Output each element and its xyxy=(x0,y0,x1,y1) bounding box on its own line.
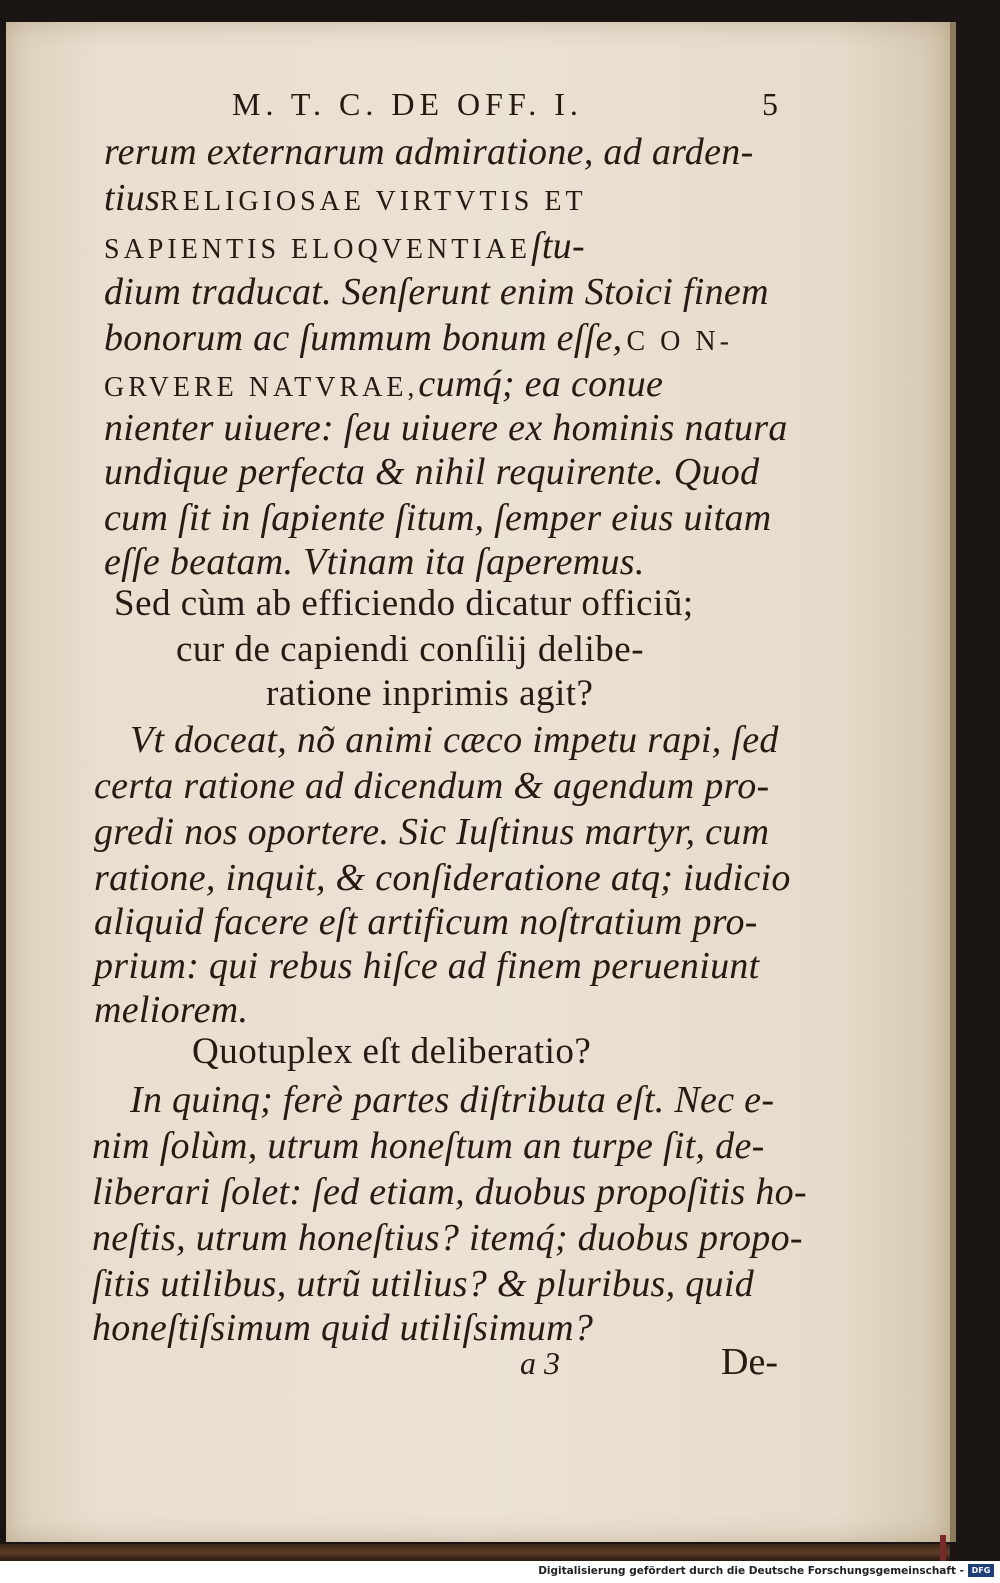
text-segment: cumq́; ea conue xyxy=(418,363,664,405)
question-line: Quotuplex eſt deliberatio? xyxy=(192,1031,592,1072)
text-line: honeſtiſsimum quid utiliſsimum? xyxy=(92,1307,594,1349)
text-segment: RELIGIOSAE VIRTVTIS ET xyxy=(160,186,587,217)
text-line: meliorem. xyxy=(94,989,249,1031)
text-line: ſitis utilibus, utrũ utilius? & pluribus, quid xyxy=(92,1263,755,1305)
text-segment: GRVERE NATVRAE, xyxy=(104,372,419,403)
text-line: prium: qui rebus hiſce ad finem perueniunt xyxy=(94,945,760,987)
question-line: cur de capiendi conſilij delibe- xyxy=(176,629,645,670)
text-line: liberari ſolet: ſed etiam, duobus propoſitis ho- xyxy=(92,1171,807,1213)
text-line: neſtis, utrum honeſtius? itemq́; duobus propo- xyxy=(92,1217,803,1259)
signature-mark: a 3 xyxy=(520,1345,560,1381)
text-line: cum ſit in ſapiente ſitum, ſemper eius uitam xyxy=(104,497,772,539)
text-segment: bonorum ac ſummum bonum eſſe, xyxy=(104,317,623,359)
text-line: eſſe beatam. Vtinam ita ſaperemus. xyxy=(104,541,645,583)
page-bottom-edge xyxy=(0,1544,950,1561)
text-line xyxy=(104,362,663,406)
text-line: Vt doceat, nõ animi cæco impetu rapi, ſed xyxy=(130,719,779,761)
text-line: gredi nos oportere. Sic Iuſtinus martyr, cum xyxy=(94,811,770,853)
page-number: 5 xyxy=(762,86,778,122)
text-segment: SAPIENTIS ELOQVENTIAE xyxy=(104,234,531,265)
text-line: ratione, inquit, & conſideratione atq; iudicio xyxy=(94,857,791,899)
text-line: In quinq; ferè partes diſtributa eſt. Nec e- xyxy=(130,1079,775,1121)
text-line: certa ratione ad dicendum & agendum pro- xyxy=(94,765,770,807)
running-title: M. T. C. DE OFF. I. xyxy=(232,86,583,122)
text-line: nienter uiuere: ſeu uiuere ex hominis natura xyxy=(104,407,788,449)
question-line: ratione inprimis agit? xyxy=(266,673,594,714)
text-line xyxy=(104,316,733,360)
catchword: De- xyxy=(721,1341,778,1383)
dfg-logo: DFG xyxy=(968,1564,994,1577)
text-segment: ſtu- xyxy=(530,225,585,267)
text-line: rerum externarum admiratione, ad arden- xyxy=(104,131,754,173)
text-line: nim ſolùm, utrum honeſtum an turpe ſit, de- xyxy=(92,1125,765,1167)
text-line: dium traducat. Senſerunt enim Stoici finem xyxy=(104,271,769,313)
text-line: undique perfecta & nihil requirente. Quod xyxy=(104,451,760,493)
text-segment: C O N- xyxy=(626,326,733,357)
text-line xyxy=(104,224,585,268)
question-line: Sed cùm ab efficiendo dicatur officiũ; xyxy=(114,583,694,624)
text-line: aliquid facere eſt artificum noſtratium pro- xyxy=(94,901,758,943)
text-line xyxy=(104,176,587,220)
text-segment: tius xyxy=(104,177,161,219)
funding-credit: Digitalisierung gefördert durch die Deutsche Forschungsgemeinschaft - xyxy=(538,1565,964,1577)
